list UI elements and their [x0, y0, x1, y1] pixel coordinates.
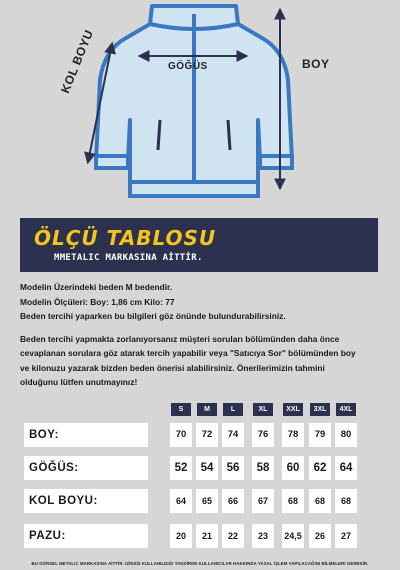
length-label: BOY [302, 57, 330, 71]
info-line: Modelin Ölçüleri: Boy: 1,86 cm Kilo: 77 [20, 296, 175, 307]
info-line: ve kilonuzu yazarak bizden beden önerisi alabilirsiniz. Önerilerimizin tahmini [20, 362, 325, 373]
size-cell: 56 [222, 456, 244, 480]
size-cell: 76 [252, 423, 274, 447]
info-line: olduğunu lütfen unutmayınız! [20, 377, 138, 387]
size-cell: 60 [282, 456, 304, 480]
size-header-xl: XL [253, 403, 273, 416]
size-cell: 52 [170, 456, 192, 480]
jacket-illustration [0, 0, 400, 215]
size-chart-banner [20, 218, 378, 272]
size-cell: 80 [335, 423, 357, 447]
chest-label: GÖĞÜS [168, 61, 208, 72]
jacket-drawing [0, 0, 400, 215]
jacket-shape [96, 6, 292, 196]
info-line: Beden tercihi yaparken bu bilgileri göz önünde bulundurabilirsiniz. [20, 311, 286, 321]
size-cell: 54 [196, 456, 218, 480]
sleeve-label: KOL BOYU [58, 27, 97, 96]
size-cell: 68 [282, 489, 304, 513]
size-cell: 74 [222, 423, 244, 447]
size-cell: 78 [282, 423, 304, 447]
size-header-xxl: XXL [283, 403, 303, 416]
size-cell: 22 [222, 524, 244, 548]
size-cell: 68 [335, 489, 357, 513]
banner-subtitle: MMETALIC MARKASINA AİTTİR. [54, 253, 203, 263]
size-cell: 72 [196, 423, 218, 447]
copyright-footer: BU GÖRSEL METALIC MARKASINA AİTTİR. İZİNSİZ KULLANILDIĞI TAKDİRDE KULLANICILAR HAKKINDA YASAL İŞLEM YAPILACAĞINI BİLMELERİ GEREKİR. [31, 561, 369, 566]
size-cell: 64 [335, 456, 357, 480]
row-label: GÖĞÜS: [24, 456, 148, 480]
row-label: PAZU: [24, 524, 148, 548]
size-header-m: M [197, 403, 217, 416]
size-cell: 64 [170, 489, 192, 513]
size-cell: 68 [309, 489, 331, 513]
row-label: BOY: [24, 423, 148, 447]
info-line: cevaplanan sorulara göz atarak tercih yapabilir veya "Satıcıya Sor" bölümünden boy [20, 348, 356, 358]
size-header-3xl: 3XL [310, 403, 330, 416]
size-header-4xl: 4XL [336, 403, 356, 416]
size-cell: 27 [335, 524, 357, 548]
size-cell: 65 [196, 489, 218, 513]
size-cell: 21 [196, 524, 218, 548]
info-spacer [20, 324, 388, 332]
size-cell: 67 [252, 489, 274, 513]
size-cell: 58 [252, 456, 274, 480]
size-cell: 79 [309, 423, 331, 447]
size-cell: 66 [222, 489, 244, 513]
size-cell: 20 [170, 524, 192, 548]
info-line: Beden tercihi yapmakta zorlanıyorsanız müşteri soruları bölümünden daha önce [20, 333, 340, 344]
size-cell: 26 [309, 524, 331, 548]
size-cell: 62 [309, 456, 331, 480]
banner-title: ÖLÇÜ TABLOSU [34, 226, 217, 250]
size-header-l: L [223, 403, 243, 416]
size-header-s: S [171, 403, 191, 416]
row-label: KOL BOYU: [24, 489, 148, 513]
size-cell: 23 [252, 524, 274, 548]
model-info [20, 280, 388, 390]
size-cell: 70 [170, 423, 192, 447]
info-line: Modelin Üzerindeki beden M bedendir. [20, 282, 173, 292]
size-cell: 24,5 [282, 524, 304, 548]
